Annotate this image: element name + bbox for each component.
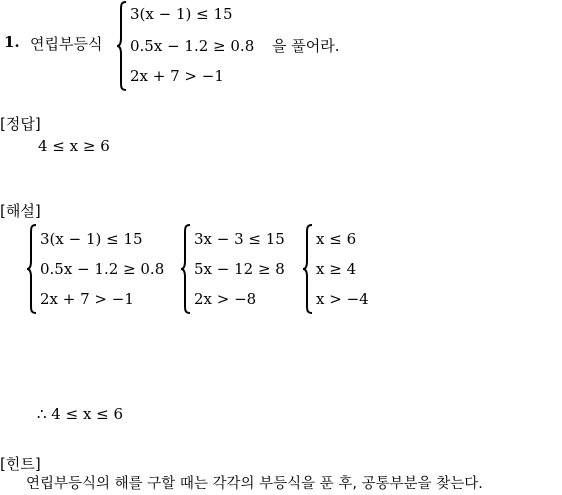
- answer-text: 4 ≤ x ≥ 6: [38, 137, 110, 155]
- explanation-s2-line-1: 3x − 3 ≤ 15: [194, 230, 285, 248]
- question-suffix: 을 풀어라.: [272, 37, 340, 55]
- explanation-s1-line-3: 2x + 7 > −1: [40, 290, 134, 308]
- explanation-system-1: [26, 223, 176, 315]
- left-brace-icon: [180, 223, 192, 315]
- left-brace-icon: [116, 0, 128, 92]
- explanation-s1-line-2: 0.5x − 1.2 ≥ 0.8: [40, 260, 165, 278]
- explanation-system-3: [302, 223, 402, 315]
- explanation-s2-line-2: 5x − 12 ≥ 8: [194, 260, 285, 278]
- explanation-system-2: [180, 223, 300, 315]
- explanation-s3-line-1: x ≤ 6: [316, 230, 357, 248]
- explanation-s1-line-1: 3(x − 1) ≤ 15: [40, 230, 143, 248]
- explanation-s2-line-3: 2x > −8: [194, 290, 257, 308]
- question-inequality-3: 2x + 7 > −1: [130, 67, 224, 85]
- explanation-s3-line-3: x > −4: [316, 290, 369, 308]
- explanation-s3-line-2: x ≥ 4: [316, 260, 357, 278]
- question-inequality-2: 0.5x − 1.2 ≥ 0.8: [130, 37, 255, 55]
- explanation-conclusion: ∴ 4 ≤ x ≤ 6: [37, 405, 124, 423]
- left-brace-icon: [26, 223, 38, 315]
- left-brace-icon: [302, 223, 314, 315]
- explanation-heading: [해설]: [0, 202, 41, 220]
- question-number: 1.: [4, 33, 20, 51]
- question-inequality-1: 3(x − 1) ≤ 15: [130, 5, 233, 23]
- hint-heading: [힌트]: [0, 455, 41, 473]
- hint-text: 연립부등식의 해를 구할 때는 각각의 부등식을 푼 후, 공통부분을 찾는다.: [26, 476, 483, 492]
- question-system: [116, 0, 286, 92]
- answer-heading: [정답]: [0, 115, 41, 133]
- question-prefix: 연립부등식: [30, 35, 103, 53]
